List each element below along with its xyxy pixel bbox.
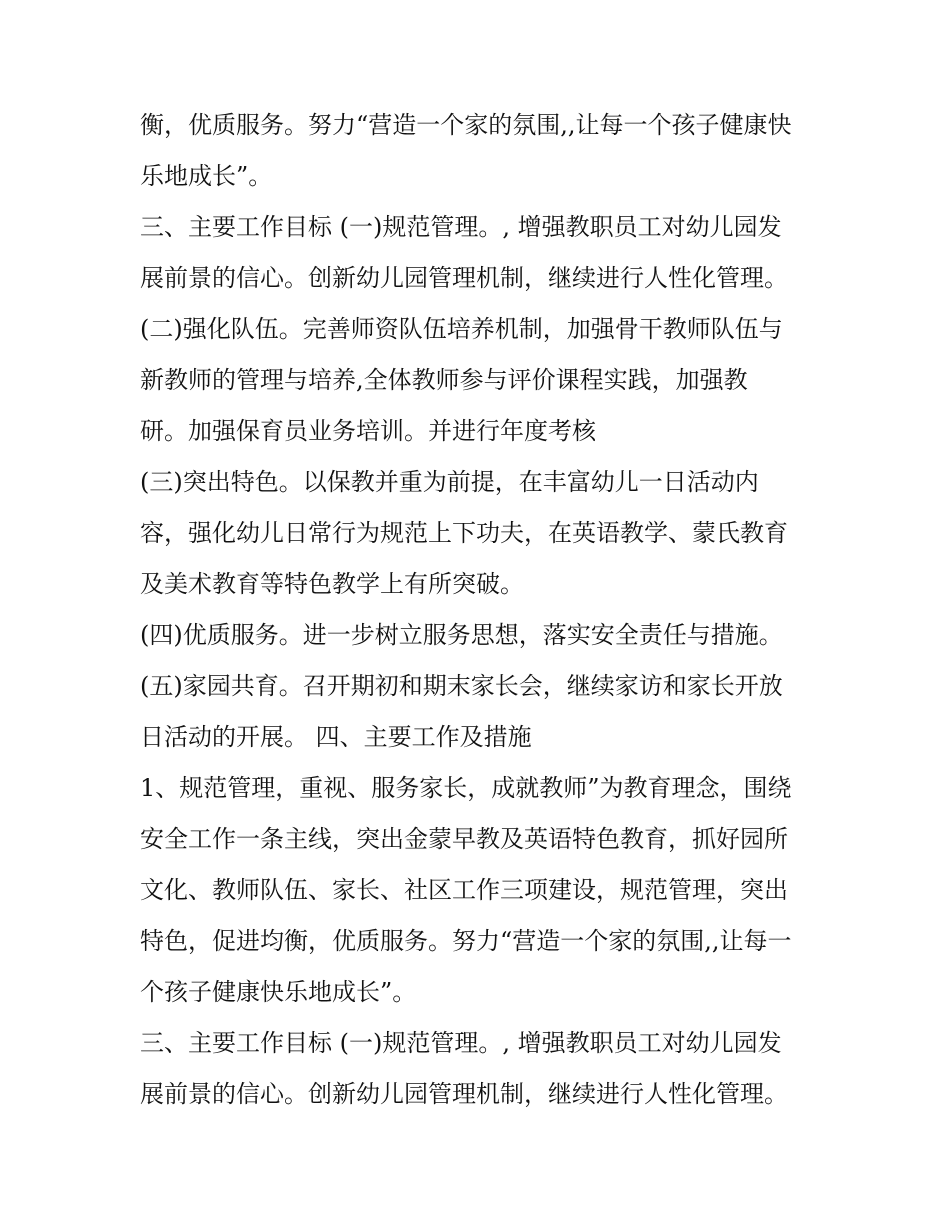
text-line: 展前景的信心。创新幼儿园管理机制，继续进行人性化管理。 — [140, 264, 788, 292]
text-line: 安全工作一条主线，突出金蒙早教及英语特色教育，抓好园所 — [140, 825, 788, 853]
text-line: 个孩子健康快乐地成长”。 — [140, 978, 417, 1006]
text-line: 三、主要工作目标 (一)规范管理。, 增强教职员工对幼儿园发 — [140, 1029, 782, 1057]
text-line: 及美术教育等特色教学上有所突破。 — [140, 570, 524, 598]
text-line: (二)强化队伍。完善师资队伍培养机制，加强骨干教师队伍与 — [140, 315, 783, 343]
text-line: (五)家园共育。召开期初和期末家长会，继续家访和家长开放 — [140, 672, 783, 700]
text-line: 三、主要工作目标 (一)规范管理。, 增强教职员工对幼儿园发 — [140, 213, 782, 241]
text-line: 研。加强保育员业务培训。并进行年度考核 — [140, 417, 596, 445]
text-line: (四)优质服务。进一步树立服务思想，落实安全责任与措施。 — [140, 621, 783, 649]
text-line: 乐地成长”。 — [140, 162, 273, 190]
text-line: 文化、教师队伍、家长、社区工作三项建设，规范管理，突出 — [140, 876, 788, 904]
text-line: 衡，优质服务。努力“营造一个家的氛围,,让每一个孩子健康快 — [140, 111, 792, 139]
text-line: 展前景的信心。创新幼儿园管理机制，继续进行人性化管理。 — [140, 1080, 788, 1108]
text-line: 1、规范管理，重视、服务家长，成就教师”为教育理念，围绕 — [140, 774, 792, 802]
text-line: 日活动的开展。 四、主要工作及措施 — [140, 723, 532, 751]
text-line: 特色，促进均衡，优质服务。努力“营造一个家的氛围,,让每一 — [140, 927, 792, 955]
text-line: 新教师的管理与培养,全体教师参与评价课程实践，加强教 — [140, 366, 748, 394]
body-text — [140, 100, 830, 1120]
text-line: 容，强化幼儿日常行为规范上下功夫，在英语教学、蒙氏教育 — [140, 519, 788, 547]
text-line: (三)突出特色。以保教并重为前提，在丰富幼儿一日活动内 — [140, 468, 759, 496]
